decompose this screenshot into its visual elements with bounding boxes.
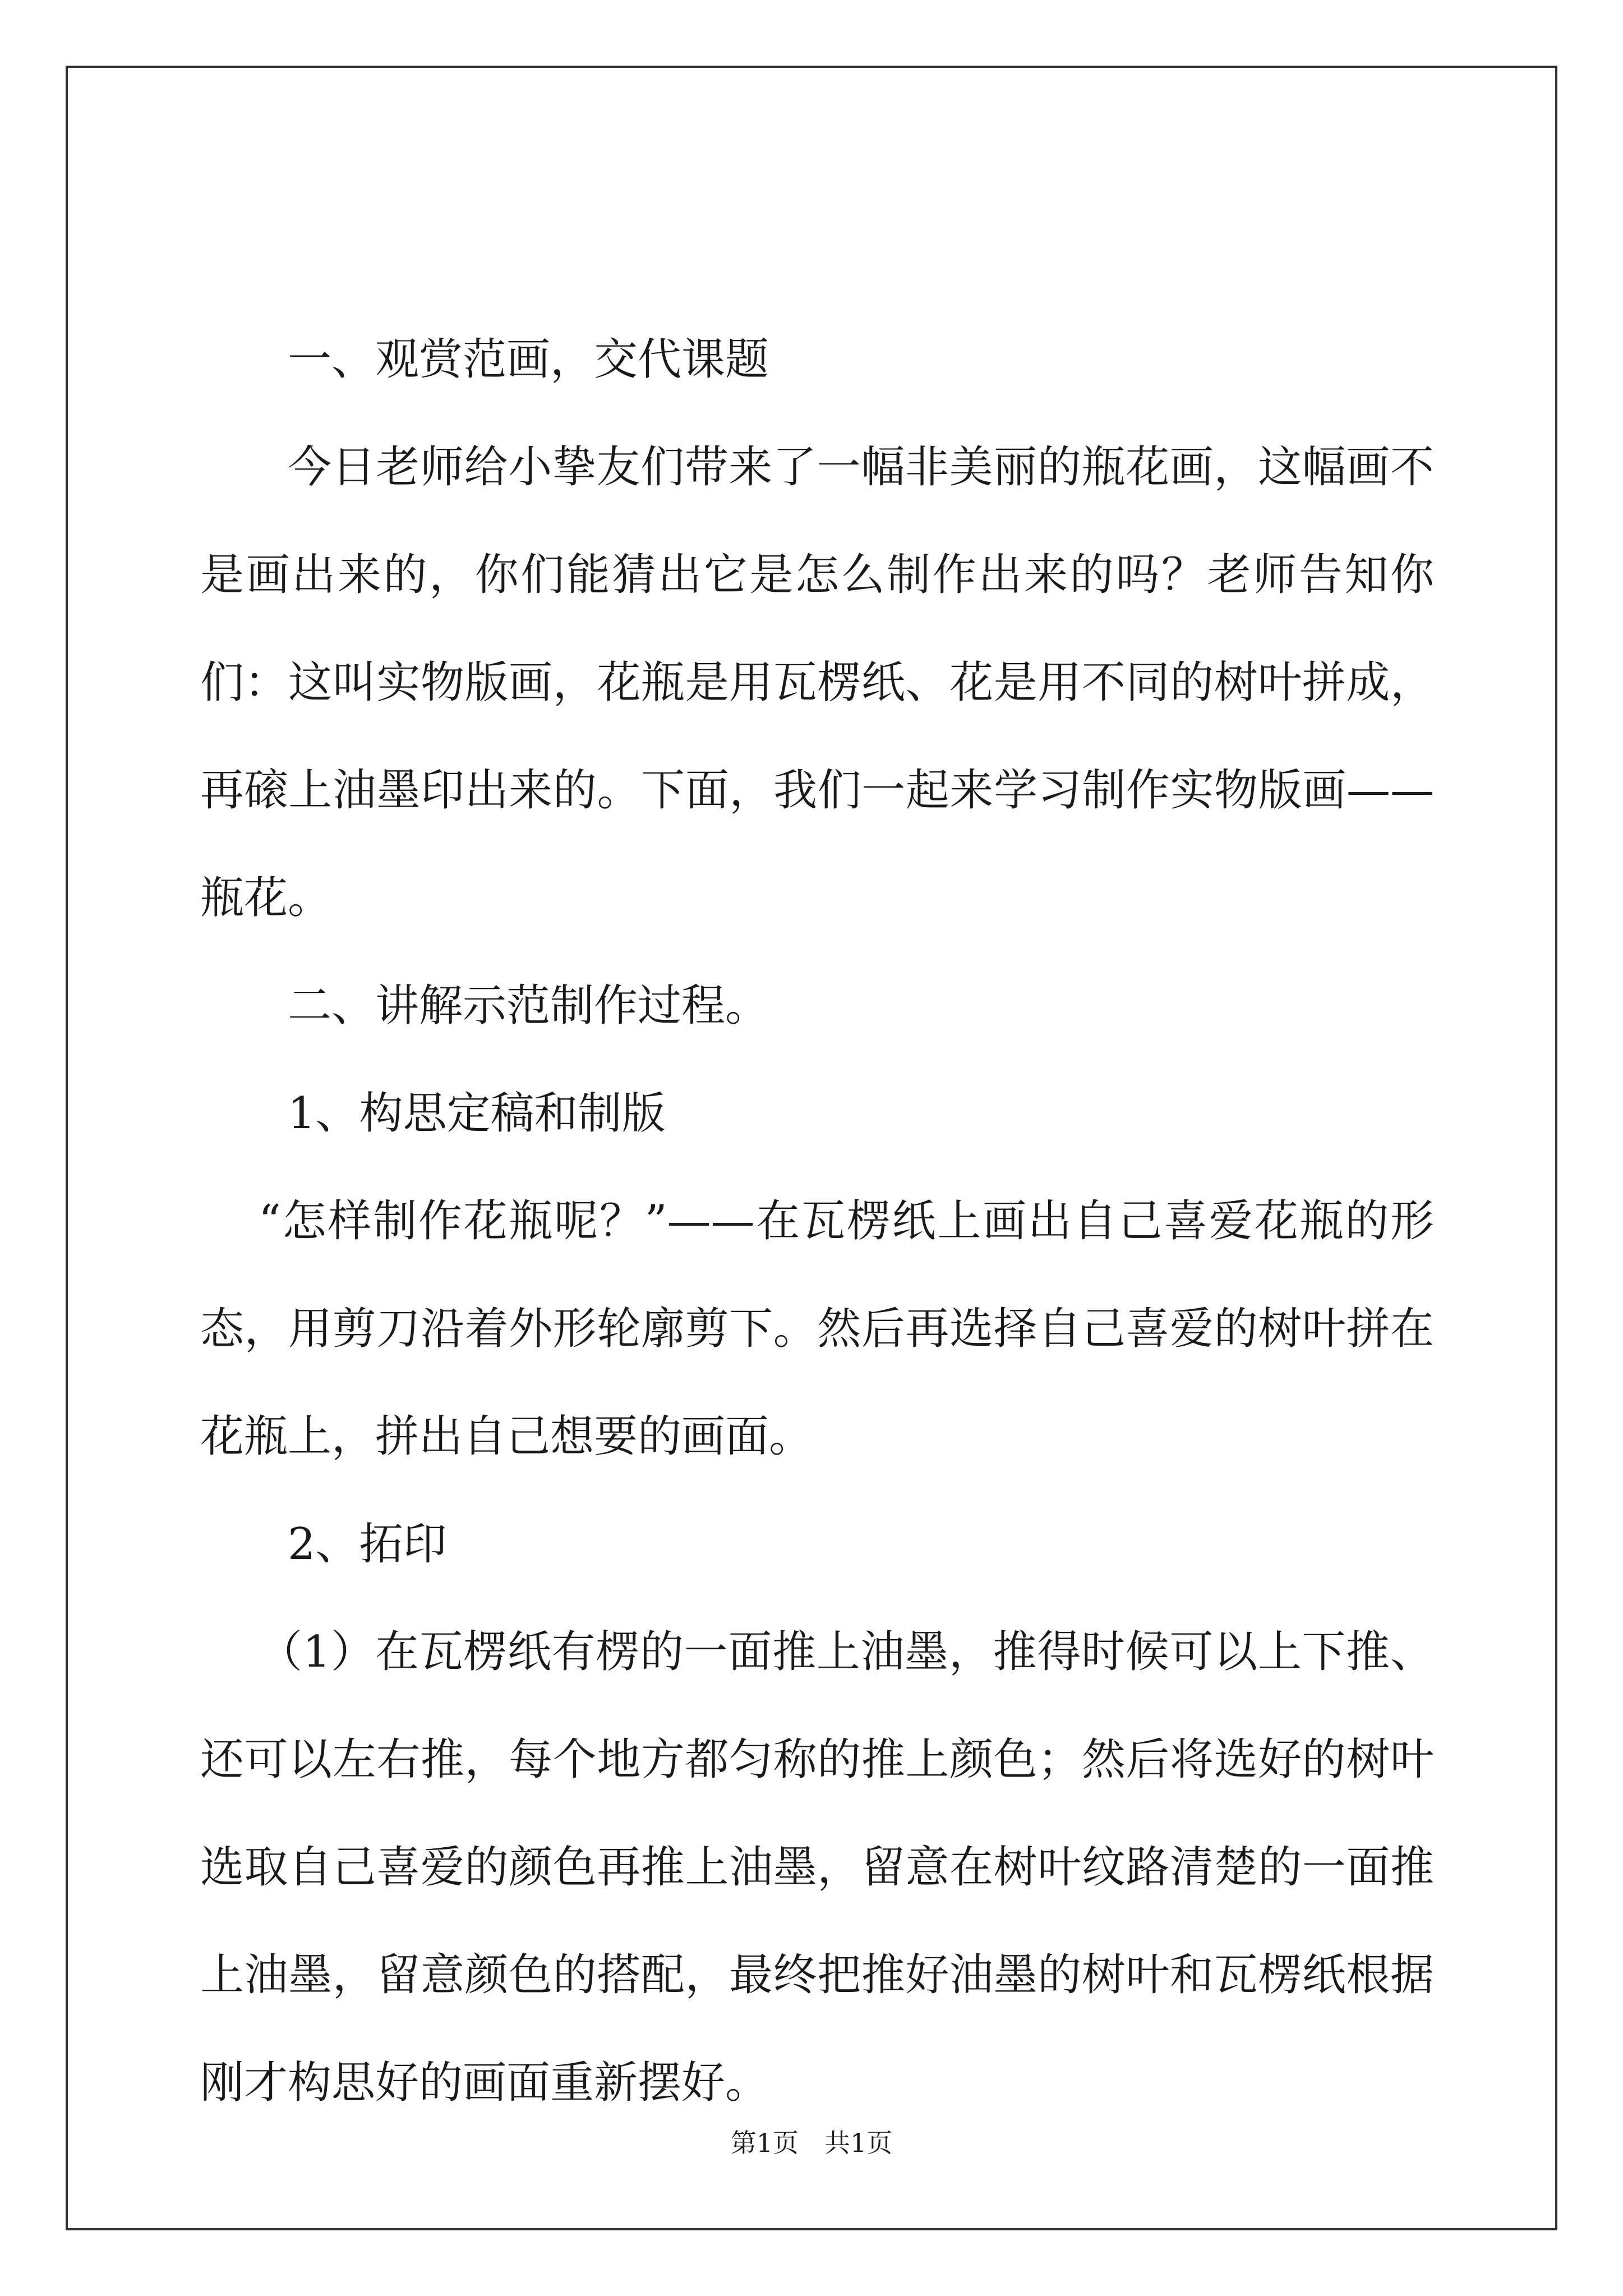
section-heading-1: 一、观赏范画，交代课题 bbox=[288, 334, 769, 385]
document-body bbox=[200, 306, 1434, 2137]
paragraph-step-1: “怎样制作花瓶呢？”——在瓦楞纸上画出自己喜爱花瓶的形态，用剪刀沿着外形轮廓剪下。然后再选择自己喜爱的树叶拼在花瓶上，拼出自己想要的画面。 bbox=[200, 1196, 1434, 1462]
step-heading-1: 1、构思定稿和制版 bbox=[288, 1088, 666, 1139]
paragraph-step-2: （1）在瓦楞纸有楞的一面推上油墨，推得时候可以上下推、还可以左右推，每个地方都匀称的推上颜色；然后将选好的树叶选取自己喜爱的颜色再推上油墨，留意在树叶纹路清楚的一面推上油墨，留意颜色的搭配，最终把推好油墨的树叶和瓦楞纸根据刚才构思好的画面重新摆好。 bbox=[200, 1627, 1434, 2108]
page-footer: 第1页 共1页 bbox=[730, 2128, 893, 2158]
paragraph-intro: 今日老师给小挚友们带来了一幅非美丽的瓶花画，这幅画不是画出来的，你们能猜出它是怎么制作出来的吗？老师告知你们：这叫实物版画，花瓶是用瓦楞纸、花是用不同的树叶拼成，再磙上油墨印出来的。下面，我们一起来学习制作实物版画——瓶花。 bbox=[200, 442, 1434, 923]
step-heading-2: 2、拓印 bbox=[288, 1519, 447, 1570]
section-heading-2: 二、讲解示范制作过程。 bbox=[288, 981, 769, 1031]
